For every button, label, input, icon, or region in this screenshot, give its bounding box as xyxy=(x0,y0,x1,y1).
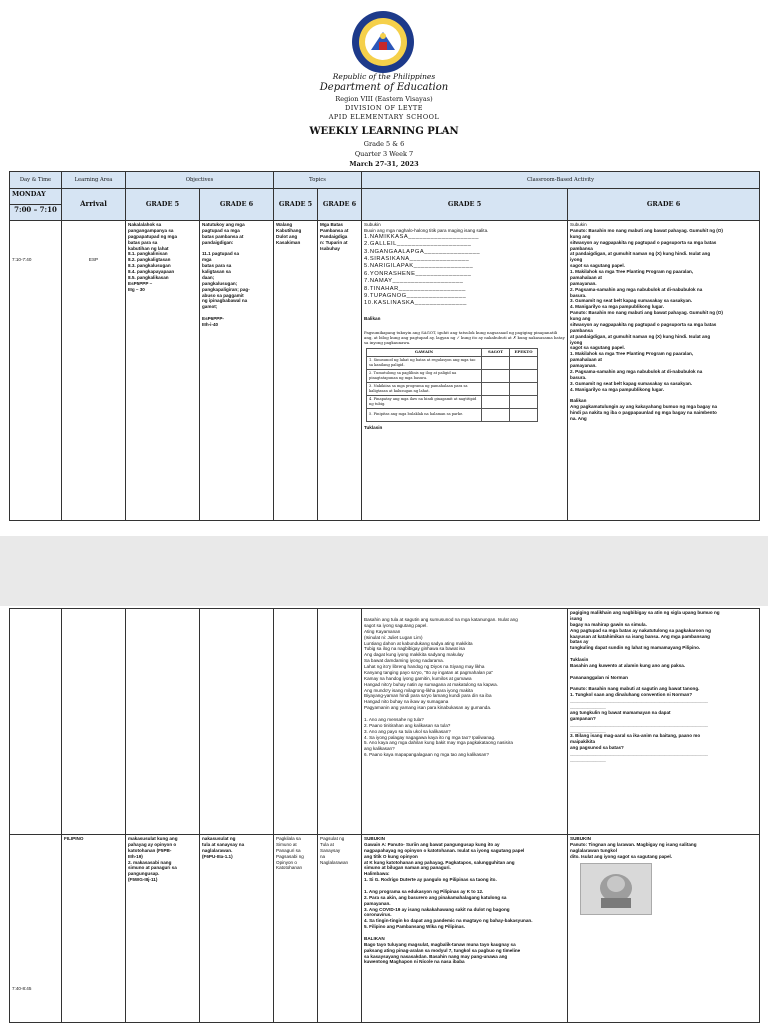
text-line: 2. makasasabi nang xyxy=(128,859,172,865)
text-line: Ang pagkamatulungin ay ang kakayahang bumuo ng mga bagay na xyxy=(570,404,718,410)
scrambled-word-list xyxy=(364,234,565,308)
text-line: 8.5. pangkalikasan xyxy=(128,274,169,280)
quarter-line: Quarter 3 Week 7 xyxy=(354,150,414,158)
document-page-2 xyxy=(0,606,768,1024)
text-line: 2. Pagsama-samahin ang mga nabubulok at di-nabubulok na xyxy=(570,368,703,374)
text-line: SUBUKIN xyxy=(364,836,385,841)
gawain-table xyxy=(366,348,538,422)
filipino-topic-g6 xyxy=(318,835,362,1023)
table-header-row xyxy=(10,172,760,189)
grade-header-row xyxy=(10,189,760,205)
epekto-col-head: EPEKTO xyxy=(510,348,538,356)
text-line: iyong xyxy=(570,257,583,263)
g5-instruction: Buuin ang mga naghalo-halong titik para maging isang salita. xyxy=(364,227,489,233)
text-line: sitwasyon ay nagpapakita ng pagtupad o pagsuporta sa mga batas xyxy=(570,239,717,245)
text-line: Natutukoy ang mga xyxy=(202,222,245,227)
text-line: Naglalarawan xyxy=(320,859,349,865)
text-line: EsP6PPP- xyxy=(202,316,224,321)
text-line: Mga Batas xyxy=(320,222,343,227)
text-line: Pagkilala sa xyxy=(276,836,301,841)
school-line: APID ELEMENTARY SCHOOL xyxy=(328,113,440,121)
table-row: 3. Nakikiisa sa mga programa ng pamahalaan para sa kaligtasan at kalusugan ng lahat. xyxy=(367,382,482,395)
text-line: Sanaysay xyxy=(320,847,341,853)
text-line: Tubig sa ilog na nagbibigay ginhawa sa bawat isa xyxy=(364,646,465,652)
text-line: pamayanan. xyxy=(570,280,597,286)
text-line: pangungusap. xyxy=(128,871,160,877)
text-line: at pandaigdigan, at gumuhit naman ng (X) kung hindi. Isulat ang xyxy=(570,251,711,257)
text-line: Dulot ang xyxy=(276,233,298,239)
text-line: batas ay xyxy=(570,639,589,645)
sagot-col-head: SAGOT xyxy=(482,348,510,356)
g6-activity-text xyxy=(570,228,757,422)
text-line: 3.NGANGAALAPGA_______________ xyxy=(364,248,481,255)
text-line: Bago tayo tuluyang magsulat, magbalik-tanaw muna tayo kaugnay sa xyxy=(364,941,516,947)
text-line: 3. Gumamit ng seat belt kapag sumasakay sa sasakyan. xyxy=(570,298,693,304)
esp-activity-g6 xyxy=(568,221,760,521)
text-line: 2. Paano tinitirahan ang kalikasan sa tula? xyxy=(364,722,451,728)
text-line: Halimbawa: xyxy=(364,871,390,877)
col-topics: Topics xyxy=(274,172,362,189)
text-line: gamot; xyxy=(202,304,218,310)
text-line: 4. Manigarilyo sa mga pampublikong lugar. xyxy=(570,386,664,392)
text-line: Ang mundo'y isang milagrong-likha para iyong makita xyxy=(364,687,473,693)
text-line: pangangampanya sa xyxy=(128,227,174,233)
text-line: Panuto: Basahin mo nang mabuti ang bawat pahayag. Gumuhit ng (O) xyxy=(570,227,723,233)
text-line: Ang pagtupad sa mga batas ay nakatutulong sa pagkakaroon ng xyxy=(570,627,711,633)
text-line: sagot sa sagutang papel. xyxy=(570,263,625,269)
text-line: na. Ang xyxy=(570,415,587,421)
text-line: 2.GALLEIL____________________ xyxy=(364,241,472,248)
text-line: pambansa xyxy=(570,245,593,251)
topic-grade5-head: GRADE 5 xyxy=(274,189,318,221)
text-line: Panaguri sa xyxy=(276,847,301,853)
learning-plan-table-continued xyxy=(9,608,760,1023)
continued-row xyxy=(10,609,760,835)
text-line: ______________________________________________________ xyxy=(570,698,708,704)
text-line: na xyxy=(320,853,326,859)
text-line: 8.TINAHAR__________________ xyxy=(364,285,466,292)
text-line: IIIg – 30 xyxy=(128,286,145,292)
filipino-activity-g6 xyxy=(568,835,760,1023)
text-line: ang tungkulin ng bawat mamamayan na dapat xyxy=(570,709,671,715)
text-line: ______________________________________________________ xyxy=(570,721,708,727)
text-line: 4. Manigarilyo sa mga pampublikong lugar. xyxy=(570,304,664,310)
text-line: 5. Filipino ang Pambansang Wika ng Pilipinas. xyxy=(364,924,466,930)
text-line: Nakalalahok sa xyxy=(128,222,162,227)
text-line: simuno at panaguri sa xyxy=(128,865,177,871)
text-line: Kanyang tanging payo sa'yo, "Ito ay ingatan at pagmahalan pa" xyxy=(364,669,494,675)
g5-tuklasin-label: Tuklasin xyxy=(364,424,383,430)
text-line: at K kung katotohanan ang pahayag. Pagkatapos, salungguhitan ang xyxy=(364,859,515,865)
text-line: Pandaigdiga xyxy=(320,233,348,239)
plan-title: WEEKLY LEARNING PLAN xyxy=(309,126,459,137)
text-line: Ating Kayamanan xyxy=(364,628,401,634)
text-line: BALIKAN xyxy=(364,935,385,941)
text-line: gampanan? xyxy=(570,715,596,721)
obj-grade5-head: GRADE 5 xyxy=(126,189,200,221)
text-line: pambansa xyxy=(570,327,593,333)
text-line: ______________ xyxy=(570,704,606,709)
text-line: 8.3. pangkalusugan xyxy=(128,263,171,269)
text-line: ______________________________________________________ xyxy=(570,751,708,756)
text-line: kaligtasan sa xyxy=(202,269,231,274)
republic-line: Republic of the Philippines xyxy=(332,72,436,81)
text-line: kuwentong Maghapon ni Nicole na nasa ibaba xyxy=(364,959,465,965)
text-line: nagpapahayag ng opinyon o katotohanan. Isulat sa iyong sagutang papel xyxy=(364,847,525,853)
division-line: DIVISION OF LEYTE xyxy=(345,104,423,112)
text-line: Sa bawat damdaming iyong nadarama. xyxy=(364,658,444,664)
text-line: SUBUKIN xyxy=(570,836,591,841)
text-line: bagay na mahirap gawin sa simula. xyxy=(570,621,647,627)
text-line: 1. Tungkol saan ang dinaluhang convention ni Norman? xyxy=(570,692,693,698)
filipino-area: FILIPINO xyxy=(62,835,126,1023)
text-line: 11.1 pagtupad sa xyxy=(202,251,240,257)
text-line: abuso sa paggamit xyxy=(202,292,244,298)
text-line: 10.KASLINASKA______________ xyxy=(364,300,467,307)
text-line: paksang ating pinag-aralan sa modyul 7, tungkol sa pagbuo ng timeline xyxy=(364,947,521,953)
text-line: 3. Ano ang payo sa tula ukol sa kalikasan? xyxy=(364,728,451,734)
region-line: Region VIII (Eastern Visayas) xyxy=(335,95,433,103)
grade-line: Grade 5 & 6 xyxy=(363,140,405,148)
text-line: isang xyxy=(570,615,582,621)
esp-objectives-g6 xyxy=(200,221,274,521)
filipino-objectives-g5 xyxy=(126,835,200,1023)
text-line: ng ipinagbabawal na xyxy=(202,298,248,304)
text-line: Panuto: Basahin mo nang mabuti ang bawat pahayag. Gumuhit ng (O) xyxy=(570,310,723,316)
monday-label: MONDAY xyxy=(10,189,62,205)
text-line: 5.NARIGILAPAK________________ xyxy=(364,263,474,270)
text-line: nakasusulat ng xyxy=(202,836,236,841)
text-line: ______________ xyxy=(570,756,606,762)
table-row: 2. Tumutulong sa paglilinis ng ilog at paligid na pinagtatapunan ng mga basura. xyxy=(367,369,482,382)
text-line: pamayanan. xyxy=(570,363,597,368)
text-line: basura. xyxy=(570,374,587,380)
text-line: batas pambansa at xyxy=(202,233,244,239)
esp-objectives-g5 xyxy=(126,221,200,521)
g5-balikan-label: Balikan xyxy=(364,315,381,321)
text-line: sitwasyon ay nagpapakita ng pagtupad o pagsuporta sa mga batas xyxy=(570,321,717,327)
text-line: coronavirus. xyxy=(364,912,392,918)
esp-activity-g5-continued xyxy=(362,609,568,835)
dates-line: March 27-31, 2023 xyxy=(349,160,419,168)
photo-icon xyxy=(581,864,651,914)
text-line: pandaigdigan: xyxy=(202,239,234,245)
text-line: pamayanan. xyxy=(364,900,391,906)
text-line: Hangad nito'y buhay natin ay sumagana at makatulong sa kapwa. xyxy=(364,681,498,687)
g5-subukin-label: Subukin xyxy=(364,222,381,227)
col-activity: Classroom-Based Activity xyxy=(362,172,760,189)
text-line: Kamay na handog iyong gamitin, kumilos at gumawa xyxy=(364,675,472,681)
text-line: ang pagsunod sa batas? xyxy=(570,745,624,751)
text-line: Hangad nito buhay na ikaw ay sumagana xyxy=(364,699,449,705)
table-row: 4. Pinapatay ang mga ilaw na hindi ginagamit at nagtitipid ng tubig. xyxy=(367,395,482,408)
text-line: Pagsasabi ng xyxy=(276,853,304,859)
text-line: at pandaigdigan, at gumuhit naman ng (X) kung hindi. Isulat ang xyxy=(570,333,711,339)
text-line: pagpapatupad ng mga xyxy=(128,233,178,239)
text-line: pagtupad sa mga xyxy=(202,227,240,233)
deped-seal-icon xyxy=(343,10,423,74)
text-line: IIIh-19) xyxy=(128,853,143,859)
text-line: Kasakiman xyxy=(276,239,301,245)
text-line: Pambansa at xyxy=(320,227,349,233)
text-line: Simuno at xyxy=(276,841,297,847)
text-line: 2. Para sa akin, ang basurero ang pinakamahalagang katulong sa xyxy=(364,894,507,900)
filipino-time: 7:40-8:45 xyxy=(10,835,62,1023)
text-line: Isabuhay xyxy=(320,245,340,251)
text-line: kabutihan ng lahat xyxy=(128,245,169,251)
arrival-label: Arrival xyxy=(62,189,126,221)
text-line: Ang dagat kung iyong makikita sadyang makulay xyxy=(364,652,464,658)
table-row: 5. Pinipitas ang mga bulaklak na halaman sa parke. xyxy=(367,408,482,421)
text-line: pamahalaan at xyxy=(570,357,602,363)
department-line: Department of Education xyxy=(319,82,449,93)
esp-topic-g6 xyxy=(318,221,362,521)
text-line: Biyayang-yaman hindi para sa'yo lamang kundi para din sa iba xyxy=(364,693,492,699)
filipino-g6-text xyxy=(570,836,757,860)
text-line: Pagsulat ng xyxy=(320,836,345,841)
text-line: makasusulat kung ang xyxy=(128,836,178,841)
col-day-time: Day & Time xyxy=(10,172,62,189)
filipino-topic-g5 xyxy=(274,835,318,1023)
topic-grade6-head: GRADE 6 xyxy=(318,189,362,221)
text-line: Panuto: Basahin nang mabuti at sagutin ang bawat tanong. xyxy=(570,686,700,692)
esp-row xyxy=(10,221,760,521)
text-line: tungkuling dapat sundin ng lahat ng mamamayang Pilipino. xyxy=(570,645,701,651)
text-line: Basahin ang kuwento at alamin kung ano ang paksa. xyxy=(570,662,686,668)
text-line: Opinyon o xyxy=(276,859,297,865)
text-line: Katotohanan xyxy=(276,865,303,871)
text-line: Panananggalan ni Norman xyxy=(570,674,628,680)
text-line: Panuto: Tingnan ang larawan. Magbigay ng isang salitang xyxy=(570,841,697,847)
text-line: sagot sa sagutang papel. xyxy=(570,345,625,351)
text-line: Tuklasin xyxy=(570,657,589,662)
esp-activity-g6-continued xyxy=(568,609,760,835)
text-line: 8.4. pangkapayapaan xyxy=(128,269,175,274)
text-line: IIIh-i-40 xyxy=(202,321,219,327)
text-line: 1.NAMIKKASA___________________ xyxy=(364,233,479,240)
text-line: (Isinulat ni: Juliet Lugan Lim) xyxy=(364,634,423,640)
text-line: ang titik O kung opinyon xyxy=(364,853,418,859)
text-line: Tula at xyxy=(320,841,334,847)
text-line: Kabutihang xyxy=(276,227,302,233)
text-line: 4. Sa iyong palagay nagagawa kaya ito ng mga tao? Ipaliwanag. xyxy=(364,734,496,740)
col-learning-area: Learning Area xyxy=(62,172,126,189)
text-line: Basahin ang tula at sagutin ang sumusunod na mga katanungan. Isulat ang xyxy=(364,617,518,622)
table-row: 1. Sinusunod ng lahat ng batas at regulasyon ang mga tao sa kanilang paligid. xyxy=(367,356,482,369)
esp-activity-g5 xyxy=(362,221,568,521)
text-line: pangkapaligiran; pag- xyxy=(202,286,250,292)
text-line: (F6PU-IIIa-1.1) xyxy=(202,853,233,859)
text-line: 1. Ano ang mensahe ng tula? xyxy=(364,716,424,722)
text-line: ang kalikasan? xyxy=(364,746,395,752)
text-line: Walang xyxy=(276,222,293,227)
text-line: 5. Ano kaya ang mga dahilan kung bakit may mga pagkakataong nasisira xyxy=(364,740,513,746)
text-line: dito. Isulat ang iyong sagot sa sagutang papel. xyxy=(570,853,673,859)
text-line: 1. Makilahok sa mga Tree Planting Program ng paaralan, xyxy=(570,269,694,274)
text-line: batas para sa xyxy=(128,239,158,245)
text-line: 1. Ang programa sa edukasyon ng Pilipinas ay K to 12. xyxy=(364,888,484,894)
col-objectives: Objectives xyxy=(126,172,274,189)
text-line: pangkalusugan; xyxy=(202,280,238,286)
text-line: 9.TUPAGNOG________________ xyxy=(364,293,467,299)
text-line: batas para sa xyxy=(202,263,232,269)
text-line: naglalarawan tungkol xyxy=(570,847,617,853)
text-line: 2. Pagsama-samahin ang mga nabubulok at di-nabubulok na xyxy=(570,286,703,292)
filipino-row xyxy=(10,835,760,1023)
text-line: mga xyxy=(202,257,212,263)
text-line: iyong xyxy=(570,339,583,345)
text-line: 1. Makilahok sa mga Tree Planting Program ng paaralan, xyxy=(570,351,694,357)
gawain-col-head: GAWAIN xyxy=(367,348,482,356)
text-line: sa kasaysayang nasasakdan. Basahin nang may pang-unawa ang xyxy=(364,953,508,959)
text-line: pagiging malikhain ang nagbibigay sa atin ng sigla upang bumuo ng xyxy=(570,610,720,615)
text-line: Lahat ng ito'y libreng handog ng Diyos na Siyang may likha xyxy=(364,664,485,669)
obj-grade6-head: GRADE 6 xyxy=(200,189,274,221)
text-line: 6.YONRASHENE_______________ xyxy=(364,270,472,277)
text-line: kaayusan at katahimikan sa isang bansa. Ang mga pambansang xyxy=(570,633,710,639)
filipino-activity-g5 xyxy=(362,835,568,1023)
esp-area: ESP xyxy=(62,221,126,521)
text-line: Pagyamanin ang yamang isan para kinabukasan ay gumanda. xyxy=(364,705,492,711)
text-line: n: Tuparin at xyxy=(320,239,348,245)
act-grade6-head: GRADE 6 xyxy=(568,189,760,221)
g5-balikan-instruction: Pagsumikapang tukuyin ang SAGOT, iguhit ang tatsulok kung nagsasaad ng pagiging pinapanatili ang, at bilog kung ang pagtupad ay, lagyan ng ✓ kung ito ay nakabubuti at ✗ kung nakasasama batay sa inyong pagkaunawa. xyxy=(364,329,565,345)
text-line: EsP5PPP – xyxy=(128,280,153,286)
text-line: 4. Sa tingin-tingin ko dapat ang pandemic na magtayo ng bahay-bakasyunan. xyxy=(364,918,533,924)
text-line: kung ang xyxy=(570,316,591,321)
text-line: Balikan xyxy=(570,398,587,404)
picture-image xyxy=(580,863,652,915)
text-line: 3. Gumamit ng seat belt kapag sumasakay sa sasakyan. xyxy=(570,380,693,386)
text-line: katotohanan (F5PB- xyxy=(128,847,172,853)
text-line: (F5WG-IIIj-11) xyxy=(128,877,158,883)
act-grade5-head: GRADE 5 xyxy=(362,189,568,221)
text-line: 6. Paano kaya mapapangalagaan ng mga tao ang kalikasan? xyxy=(364,752,489,758)
text-line: maipakikita xyxy=(570,739,596,745)
esp-time: 7:10-7:40 xyxy=(10,221,62,521)
text-line: tula at sanaysay na xyxy=(202,841,245,847)
text-line: ______________ xyxy=(570,727,606,733)
text-line: 8.2. pangkaligtasan xyxy=(128,257,171,263)
text-line: 1. Si G. Rodrigo Duterte ay pangulo ng Pilipinas sa taong ito. xyxy=(364,877,497,883)
text-line: 4.SIRASIKANA________________ xyxy=(364,255,470,262)
text-line: naglalarawan. xyxy=(202,847,233,853)
text-line: kung ang xyxy=(570,233,591,239)
text-line: 3. Ang COVID-19 ay isang nakakahawang sakit na dulot ng bagong xyxy=(364,906,510,912)
esp-topic-g5 xyxy=(274,221,318,521)
filipino-objectives-g6 xyxy=(200,835,274,1023)
text-line: basura. xyxy=(570,292,587,298)
text-line: Gawain A: Panuto- Suriin ang bawat pangungusap kung ito ay xyxy=(364,841,500,847)
g6-subukin-label: Subukin xyxy=(570,222,587,227)
text-line: simuno at bilugan naman ang panaguri. xyxy=(364,865,451,871)
text-line: sagot sa iyong sagutang papel. xyxy=(364,622,428,628)
text-line: 3. Bilang isang mag-aaral sa ika-anim na baitang, paano mo xyxy=(570,733,701,739)
text-line: daan; xyxy=(202,274,215,280)
text-line: 7.NAMAY___________________ xyxy=(364,278,464,285)
text-line: pamahalaan at xyxy=(570,274,602,280)
learning-plan-table xyxy=(9,171,760,521)
text-line: 8.1. pangkalinisan xyxy=(128,251,168,257)
text-line: pahayag ay opinyon o xyxy=(128,841,177,847)
arrival-time: 7:00 – 7:10 xyxy=(10,205,62,221)
text-line: hindi pa nakita ng iba o pagpapaunlad ng mga bagay na naimbento xyxy=(570,410,717,415)
text-line: Luntiang dahon at kabundukang sadya ating makikita xyxy=(364,640,473,646)
